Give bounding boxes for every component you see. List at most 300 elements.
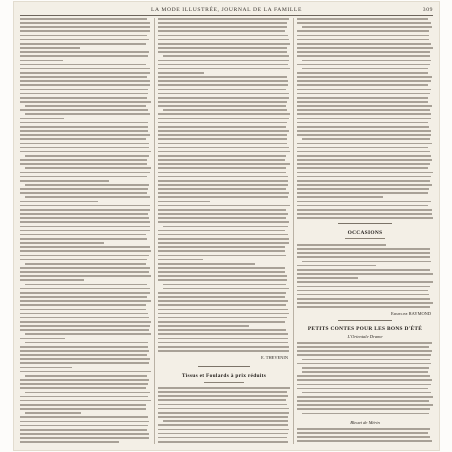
text-line	[20, 271, 149, 273]
text-line	[297, 379, 432, 381]
text-line	[20, 321, 151, 323]
text-line	[158, 395, 288, 397]
text-line	[20, 147, 149, 149]
text-line	[297, 350, 432, 352]
text-line	[158, 184, 288, 186]
text-line	[297, 39, 429, 41]
text-line	[297, 217, 433, 219]
text-line	[297, 30, 429, 32]
text-line	[20, 371, 151, 373]
text-line	[297, 384, 431, 386]
text-line	[20, 26, 150, 28]
text-line	[20, 188, 148, 190]
author-signature: Emmeline RAYMOND	[390, 311, 431, 316]
text-line	[158, 391, 287, 393]
article-divider	[198, 366, 251, 367]
text-line	[158, 408, 289, 410]
text-line	[20, 221, 150, 223]
text-line	[163, 55, 289, 57]
text-line	[158, 101, 287, 103]
text-line	[20, 172, 150, 174]
text-line	[297, 64, 430, 66]
text-line	[20, 143, 149, 145]
text-line	[20, 317, 149, 319]
column-1	[20, 18, 151, 444]
text-line	[158, 234, 288, 236]
text-line	[302, 367, 429, 369]
text-line	[20, 122, 148, 124]
text-line	[25, 375, 147, 377]
text-line	[297, 84, 428, 86]
text-line	[297, 432, 428, 434]
text-line	[297, 89, 431, 91]
text-line	[297, 213, 432, 215]
text-line	[25, 333, 151, 335]
text-line	[297, 80, 431, 82]
text-line	[25, 155, 149, 157]
text-line	[20, 379, 149, 381]
text-line	[297, 436, 430, 438]
text-line	[20, 267, 150, 269]
text-line	[302, 26, 432, 28]
text-line	[302, 68, 428, 70]
text-line	[297, 47, 433, 49]
text-line	[297, 269, 430, 271]
text-line	[20, 151, 151, 153]
text-line	[158, 167, 286, 169]
text-line	[158, 271, 285, 273]
text-line	[20, 60, 63, 62]
text-line	[25, 113, 150, 115]
text-line	[158, 122, 287, 124]
text-line	[20, 201, 98, 203]
text-line	[20, 437, 149, 439]
text-line	[297, 72, 428, 74]
text-line	[297, 248, 430, 250]
text-line	[297, 294, 429, 296]
text-line	[297, 342, 432, 344]
text-line	[158, 292, 286, 294]
text-line	[158, 89, 286, 91]
text-line	[158, 143, 287, 145]
text-line	[20, 55, 148, 57]
text-line	[163, 288, 289, 290]
text-line	[163, 284, 286, 286]
text-line	[158, 39, 289, 41]
text-line	[297, 375, 430, 377]
text-line	[158, 329, 286, 331]
text-line	[163, 226, 288, 228]
text-line	[297, 184, 432, 186]
text-line	[297, 252, 430, 254]
text-line	[158, 43, 290, 45]
text-line	[158, 387, 290, 389]
text-line	[297, 244, 386, 246]
text-line	[297, 176, 431, 178]
text-line	[20, 396, 148, 398]
text-line	[25, 196, 150, 198]
text-line	[158, 350, 289, 352]
text-line	[158, 155, 286, 157]
text-line	[20, 22, 150, 24]
text-line	[20, 234, 146, 236]
text-line	[297, 265, 376, 267]
text-line	[158, 242, 289, 244]
text-line	[297, 147, 428, 149]
text-line	[158, 97, 289, 99]
text-line	[297, 408, 430, 410]
text-line	[25, 263, 146, 265]
text-line	[20, 329, 149, 331]
text-line	[297, 205, 428, 207]
text-line	[302, 359, 430, 361]
text-line	[302, 413, 429, 415]
text-line	[297, 273, 433, 275]
text-line	[20, 213, 148, 215]
text-line	[25, 392, 150, 394]
text-line	[158, 205, 290, 207]
text-line	[20, 279, 84, 281]
text-line	[158, 126, 286, 128]
text-line	[20, 39, 149, 41]
text-line	[20, 383, 148, 385]
text-line	[297, 151, 430, 153]
text-line	[20, 346, 148, 348]
text-line	[20, 292, 150, 294]
text-line	[297, 163, 430, 165]
text-line	[158, 255, 286, 257]
text-line	[297, 130, 431, 132]
text-line	[158, 317, 287, 319]
text-line	[20, 242, 104, 244]
text-line	[158, 404, 287, 406]
text-line	[158, 217, 286, 219]
text-line	[297, 113, 431, 115]
text-line	[158, 113, 290, 115]
text-line	[297, 105, 432, 107]
text-line	[158, 18, 289, 20]
text-line	[20, 400, 151, 402]
text-line	[158, 176, 288, 178]
text-line	[158, 246, 285, 248]
text-line	[158, 130, 289, 132]
text-line	[25, 284, 147, 286]
text-line	[20, 64, 146, 66]
text-line	[158, 433, 288, 435]
text-line	[158, 437, 287, 439]
text-line	[297, 43, 431, 45]
text-line	[20, 230, 150, 232]
text-line	[20, 18, 147, 20]
text-line	[297, 109, 430, 111]
text-line	[297, 22, 431, 24]
text-line	[158, 151, 290, 153]
text-line	[163, 109, 287, 111]
text-line	[20, 441, 119, 443]
text-line	[163, 420, 288, 422]
text-line	[20, 176, 147, 178]
text-line	[158, 105, 286, 107]
text-line	[20, 246, 150, 248]
text-line	[20, 130, 148, 132]
text-line	[20, 43, 146, 45]
text-line	[297, 134, 431, 136]
text-line	[20, 138, 146, 140]
text-line	[20, 226, 150, 228]
text-line	[20, 408, 146, 410]
text-line	[158, 60, 289, 62]
text-line	[158, 76, 287, 78]
text-line	[297, 143, 432, 145]
text-line	[20, 367, 72, 369]
text-line	[297, 400, 429, 402]
page-number: 309	[422, 7, 433, 13]
text-line	[20, 404, 146, 406]
text-line	[20, 288, 150, 290]
text-line	[20, 80, 150, 82]
text-line	[158, 267, 285, 269]
text-line	[158, 279, 287, 281]
text-line	[158, 250, 285, 252]
text-line	[302, 138, 430, 140]
text-line	[20, 275, 151, 277]
text-line	[158, 304, 286, 306]
text-line	[158, 346, 289, 348]
headline-rule	[204, 382, 244, 383]
text-line	[20, 425, 148, 427]
text-line	[20, 68, 150, 70]
text-line	[297, 126, 429, 128]
section-heading: Bleuet de Mérin	[350, 420, 380, 425]
text-line	[158, 342, 288, 344]
text-line	[297, 363, 431, 365]
text-line	[158, 196, 288, 198]
text-line	[158, 221, 289, 223]
text-line	[20, 93, 148, 95]
text-line	[20, 304, 146, 306]
text-line	[297, 55, 430, 57]
text-line	[20, 180, 109, 182]
text-line	[20, 159, 147, 161]
text-line	[20, 205, 150, 207]
text-line	[297, 440, 432, 442]
text-line	[25, 184, 149, 186]
text-line	[20, 47, 80, 49]
text-line	[158, 64, 288, 66]
text-line	[158, 172, 286, 174]
text-line	[20, 72, 150, 74]
text-line	[158, 338, 288, 340]
text-line	[158, 259, 203, 261]
column-3	[297, 18, 433, 444]
text-line	[158, 309, 288, 311]
text-line	[20, 35, 147, 37]
text-line	[297, 346, 429, 348]
text-line	[158, 68, 290, 70]
text-line	[158, 416, 288, 418]
text-line	[158, 84, 288, 86]
text-line	[158, 180, 288, 182]
text-line	[158, 138, 287, 140]
text-line	[20, 192, 147, 194]
text-line	[158, 26, 287, 28]
text-line	[25, 105, 146, 107]
text-line	[297, 188, 429, 190]
article-subtitle: L'Orientale Drame	[347, 334, 383, 339]
article-headline: Tissus et Foulards à prix réduits	[181, 373, 267, 379]
text-line	[158, 300, 288, 302]
text-line	[158, 192, 289, 194]
text-line	[302, 392, 431, 394]
text-line	[20, 421, 149, 423]
article-divider	[338, 320, 392, 321]
text-line	[297, 196, 383, 198]
text-line	[297, 101, 428, 103]
page-title: LA MODE ILLUSTRÉE, JOURNAL DE LA FAMILLE	[151, 7, 302, 13]
text-line	[158, 209, 286, 211]
text-line	[20, 97, 147, 99]
text-line	[158, 429, 289, 431]
text-line	[297, 18, 428, 20]
text-line	[158, 51, 287, 53]
text-line	[297, 396, 433, 398]
text-line	[297, 172, 433, 174]
text-line	[158, 238, 289, 240]
text-line	[20, 350, 149, 352]
text-line	[20, 433, 149, 435]
text-line	[20, 387, 146, 389]
text-line	[297, 290, 428, 292]
text-line	[158, 321, 285, 323]
text-line	[158, 201, 210, 203]
text-line	[297, 306, 430, 308]
article-headline: PETITS CONTES POUR LES BONS D'ÉTÉ	[307, 326, 423, 332]
text-line	[20, 259, 147, 261]
text-line	[20, 89, 148, 91]
text-line	[25, 412, 81, 414]
text-line	[297, 201, 431, 203]
text-line	[297, 51, 430, 53]
text-line	[302, 371, 428, 373]
text-line	[25, 342, 148, 344]
text-line	[20, 255, 149, 257]
text-line	[158, 47, 287, 49]
text-line	[297, 354, 431, 356]
text-line	[297, 97, 428, 99]
text-line	[20, 101, 151, 103]
text-line	[158, 412, 289, 414]
text-line	[158, 441, 288, 443]
text-line	[297, 404, 433, 406]
text-line	[158, 313, 289, 315]
text-line	[20, 209, 150, 211]
text-line	[20, 354, 147, 356]
text-line	[297, 428, 430, 430]
column-divider	[154, 18, 155, 444]
text-line	[20, 416, 148, 418]
text-line	[158, 159, 285, 161]
text-line	[158, 325, 249, 327]
text-line	[158, 30, 285, 32]
text-line	[20, 126, 148, 128]
text-line	[297, 256, 430, 258]
text-line	[297, 167, 428, 169]
text-line	[20, 429, 147, 431]
text-line	[297, 286, 430, 288]
author-signature: E. THEVENIN	[261, 355, 288, 360]
text-line	[20, 238, 147, 240]
text-line	[297, 281, 433, 283]
text-line	[158, 263, 255, 265]
text-line	[20, 325, 150, 327]
text-line	[158, 296, 285, 298]
text-line	[297, 159, 432, 161]
text-line	[158, 35, 288, 37]
text-line	[20, 358, 150, 360]
text-line	[20, 51, 149, 53]
text-line	[297, 209, 432, 211]
column-divider	[293, 18, 294, 444]
headline-rule	[345, 238, 386, 239]
text-line	[158, 118, 289, 120]
text-line	[158, 424, 288, 426]
text-line	[158, 72, 204, 74]
text-line	[297, 122, 428, 124]
text-line	[158, 163, 290, 165]
text-line	[297, 302, 433, 304]
text-line	[297, 298, 430, 300]
text-line	[158, 213, 288, 215]
article-divider	[338, 223, 392, 224]
text-line	[158, 22, 287, 24]
column-2	[158, 18, 290, 444]
text-line	[158, 188, 286, 190]
text-line	[20, 296, 147, 298]
article-headline: OCCASIONS	[347, 230, 383, 236]
text-line	[20, 217, 149, 219]
text-line	[158, 93, 289, 95]
text-line	[297, 76, 432, 78]
newspaper-page	[14, 2, 439, 450]
text-line	[20, 76, 147, 78]
text-line	[158, 275, 287, 277]
text-line	[20, 362, 149, 364]
text-line	[20, 109, 148, 111]
text-line	[158, 134, 287, 136]
text-line	[20, 134, 150, 136]
text-line	[20, 313, 148, 315]
text-line	[20, 338, 65, 340]
text-line	[297, 155, 431, 157]
text-line	[297, 277, 358, 279]
header-rule	[20, 15, 433, 16]
text-line	[158, 80, 288, 82]
text-line	[20, 30, 150, 32]
text-line	[158, 399, 286, 401]
text-line	[20, 163, 147, 165]
text-line	[297, 192, 428, 194]
text-line	[302, 261, 431, 263]
text-line	[20, 250, 151, 252]
text-line	[302, 60, 431, 62]
text-line	[297, 118, 431, 120]
text-line	[158, 147, 289, 149]
text-line	[25, 167, 151, 169]
text-line	[20, 118, 64, 120]
text-line	[20, 300, 151, 302]
text-line	[20, 84, 150, 86]
text-line	[297, 35, 429, 37]
